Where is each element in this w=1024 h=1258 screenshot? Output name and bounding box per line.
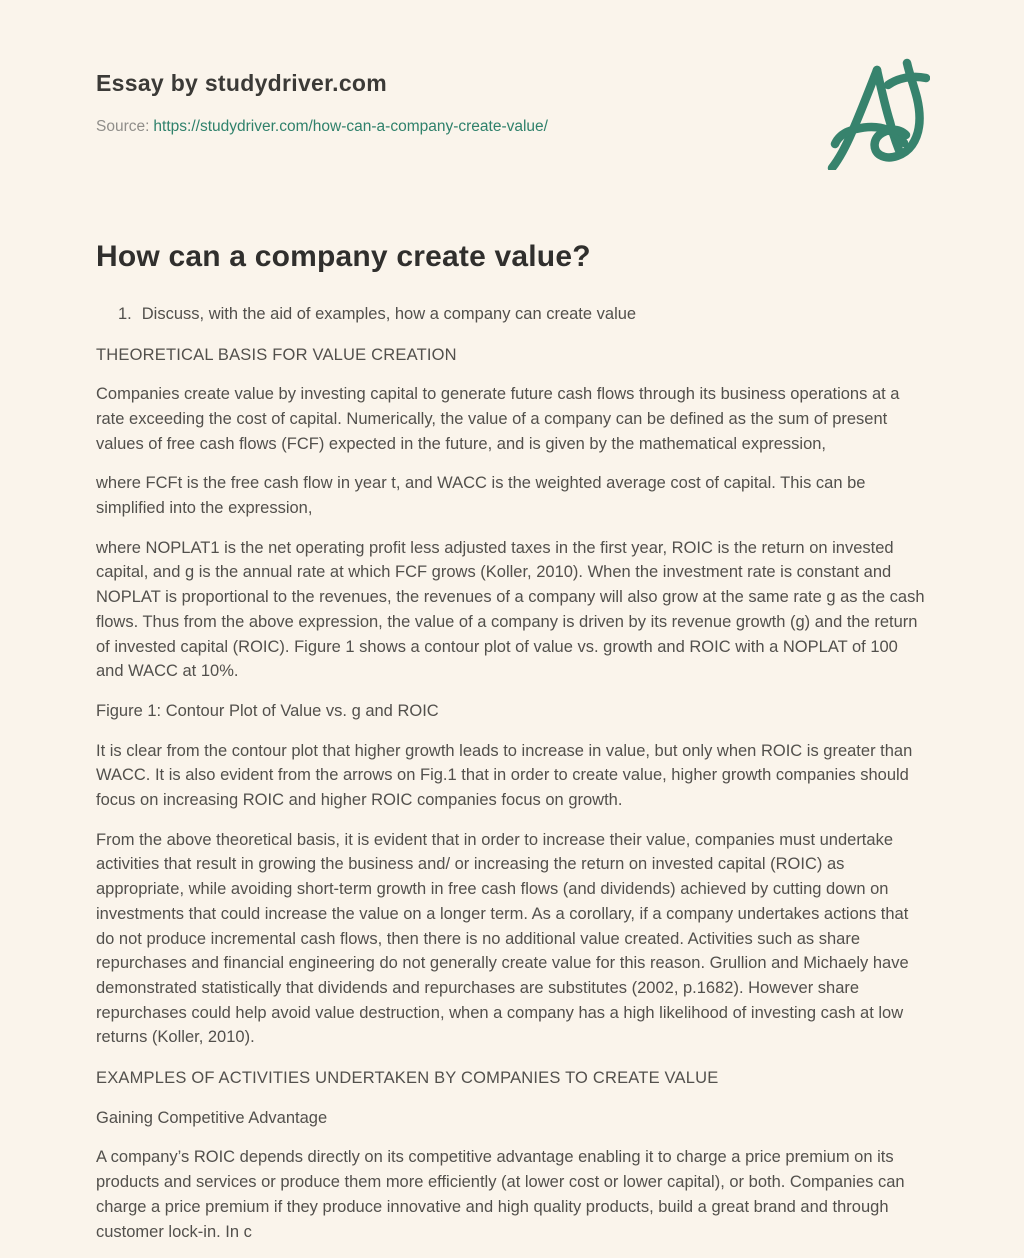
paragraph-fcf-wacc: where FCFt is the free cash flow in year t, and WACC is the weighted average cost of capital. This can be simplified into the expression,	[96, 474, 866, 518]
essay-byline: Essay by studydriver.com	[96, 70, 388, 96]
paragraph-competitive-advantage: A company’s ROIC depends directly on its competitive advantage enabling it to charge a price premium on its products and services or produce them more efficiently (at lower cost or lower capital), or both. Companies can charge a price premium if they produce innovative and high quality products, build a great brand and through customer lock-in. In c	[96, 1148, 905, 1241]
source-label: Source:	[96, 118, 150, 135]
page-title: How can a company create value?	[96, 240, 591, 273]
document-header	[96, 70, 928, 136]
question-list-number: 1.	[118, 305, 132, 323]
paragraph-contour-plot-insight: It is clear from the contour plot that higher growth leads to increase in value, but only when ROIC is greater than WACC. It is also evident from the arrows on Fig.1 that in order to create value, higher growth companies should focus on increasing ROIC and higher ROIC companies focus on growth.	[96, 741, 913, 810]
subsection-heading-competitive-advantage: Gaining Competitive Advantage	[96, 1108, 328, 1127]
paragraph-value-creation-definition: Companies create value by investing capital to generate future cash flows through its business operations at a rate exceeding the cost of capital. Numerically, the value of a company can be defined as the sum of present values of free cash flows (FCF) expected in the future, and is given by the mathematical expression,	[96, 385, 900, 453]
figure-caption: Figure 1: Contour Plot of Value vs. g and ROIC	[96, 701, 439, 720]
aplus-logo-icon	[822, 58, 930, 170]
paragraph-theoretical-conclusion: From the above theoretical basis, it is evident that in order to increase their value, companies must undertake activities that result in growing the business and/ or increasing the return on invested capital (ROIC) as appropriate, while avoiding short-term growth in free cash flows (and dividends) achieved by cutting down on investments that could increase the value on a longer term. As a corollary, if a company undertakes actions that do not produce incremental cash flows, then there is no additional value created. Activities such as share repurchases and financial engineering do not generally create value for this reason. Grullion and Michaely have demonstrated statistically that dividends and repurchases are substitutes (2002, p.1682). However share repurchases could help avoid value destruction, when a company has a high likelihood of investing cash at low returns (Koller, 2010).	[96, 830, 909, 1047]
section-heading-examples: EXAMPLES OF ACTIVITIES UNDERTAKEN BY COMPANIES TO CREATE VALUE	[96, 1069, 719, 1088]
section-heading-theoretical-basis: THEORETICAL BASIS FOR VALUE CREATION	[96, 345, 457, 364]
question-list-item	[96, 302, 928, 327]
source-line	[96, 118, 928, 136]
paragraph-noplat-roic: where NOPLAT1 is the net operating profit less adjusted taxes in the first year, ROIC is the return on invested capital, and g is the annual rate at which FCF grows (Koller, 2010). When the investment rate is constant and NOPLAT is proportional to the revenues, the revenues of a company will also grow at the same rate g as the cash flows. Thus from the above expression, the value of a company is driven by its revenue growth (g) and the return of invested capital (ROIC). Figure 1 shows a contour plot of value vs. growth and ROIC with a NOPLAT of 100 and WACC at 10%.	[96, 538, 925, 681]
source-url-link[interactable]: https://studydriver.com/how-can-a-company-create-value/	[153, 118, 548, 135]
question-list-text: Discuss, with the aid of examples, how a company can create value	[141, 305, 637, 323]
